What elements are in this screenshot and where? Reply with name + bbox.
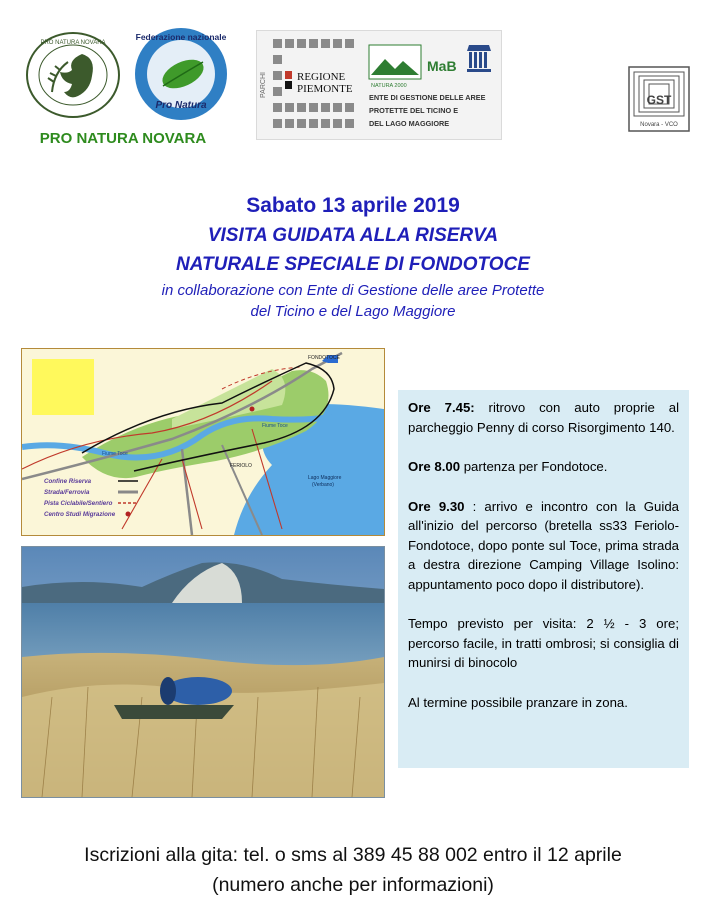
registration-line: Iscrizioni alla gita: tel. o sms al 389 45 88 002 entro il 12 aprile	[84, 844, 622, 866]
legend-label: Confine Riserva	[44, 478, 92, 485]
regione-piemonte-logo	[285, 71, 353, 95]
svg-text:(Verbano): (Verbano)	[312, 482, 334, 488]
schedule-item: Ore 7.45: ritrovo con auto proprie al parcheggio Penny di corso Risorgimento 140.	[408, 400, 679, 435]
gst-logo	[628, 66, 690, 132]
unesco-logo	[467, 45, 491, 72]
svg-text:PARCHI: PARCHI	[260, 72, 267, 98]
svg-text:MaB: MaB	[427, 58, 457, 74]
map-yellow-box	[32, 359, 94, 415]
reserve-map	[21, 348, 385, 536]
svg-text:Lago Maggiore: Lago Maggiore	[308, 475, 342, 481]
legend-label: Pista Ciclabile/Sentiero	[44, 500, 113, 507]
event-date: Sabato 13 aprile 2019	[246, 194, 460, 217]
info-line: (numero anche per informazioni)	[212, 874, 494, 896]
svg-text:Novara - VCO: Novara - VCO	[640, 122, 678, 128]
mab-logo	[427, 58, 457, 74]
event-title-line-2: NATURALE SPECIALE DI FONDOTOCE	[176, 254, 530, 275]
reserve-photo	[21, 546, 385, 798]
svg-text:PIEMONTE: PIEMONTE	[297, 83, 353, 95]
schedule-item: Ore 8.00 partenza per Fondotoce.	[408, 459, 608, 474]
schedule-box	[398, 390, 689, 768]
org-name: PRO NATURA NOVARA	[39, 130, 207, 147]
legend-label: Centro Studi Migrazione	[44, 511, 116, 518]
visit-duration: Tempo previsto per visita: 2 ½ - 3 ore; percorso facile, in tratti ombrosi; si consiglia di munirsi di binocolo	[408, 616, 679, 670]
svg-text:Fiume Toce: Fiume Toce	[262, 423, 288, 429]
migration-center-dot	[250, 407, 255, 412]
svg-text:REGIONE: REGIONE	[297, 71, 346, 83]
collaboration-line-2: del Ticino e del Lago Maggiore	[250, 303, 456, 320]
svg-text:Pro Natura: Pro Natura	[155, 100, 207, 111]
svg-text:ENTE DI GESTIONE DELLE AREE: ENTE DI GESTIONE DELLE AREE	[369, 93, 486, 102]
natura-2000-logo	[369, 45, 421, 89]
svg-text:PRO NATURA NOVARA: PRO NATURA NOVARA	[40, 40, 106, 46]
pro-natura-novara-logo	[24, 30, 122, 120]
parks-logo-block	[256, 30, 502, 140]
schedule-item: Ore 9.30 : arrivo e incontro con la Guida all'inizio del percorso (bretella ss33 Feriolo-Fondotoce, dopo ponte sul Toce, prima strada a destra direzione Camping Village Isolino: appuntamento poco dopo il distributore).	[408, 498, 679, 592]
svg-text:Fiume Toce: Fiume Toce	[102, 451, 128, 457]
svg-text:PROTETTE DEL TICINO E: PROTETTE DEL TICINO E	[369, 106, 459, 115]
legend-label: Strada/Ferrovia	[44, 489, 90, 496]
lunch-note: Al termine possibile pranzare in zona.	[408, 694, 628, 710]
federazione-pro-natura-logo	[133, 26, 229, 122]
event-title-line-1: VISITA GUIDATA ALLA RISERVA	[207, 225, 499, 246]
svg-text:GST: GST	[646, 93, 672, 107]
svg-text:FERIOLO: FERIOLO	[230, 463, 252, 469]
svg-text:DEL LAGO MAGGIORE: DEL LAGO MAGGIORE	[369, 119, 450, 128]
svg-text:FONDOTOCE: FONDOTOCE	[308, 355, 340, 361]
collaboration-line-1: in collaborazione con Ente di Gestione delle aree Protette	[161, 282, 545, 299]
svg-text:Federazione nazionale: Federazione nazionale	[135, 32, 227, 42]
svg-text:NATURA 2000: NATURA 2000	[371, 83, 407, 89]
